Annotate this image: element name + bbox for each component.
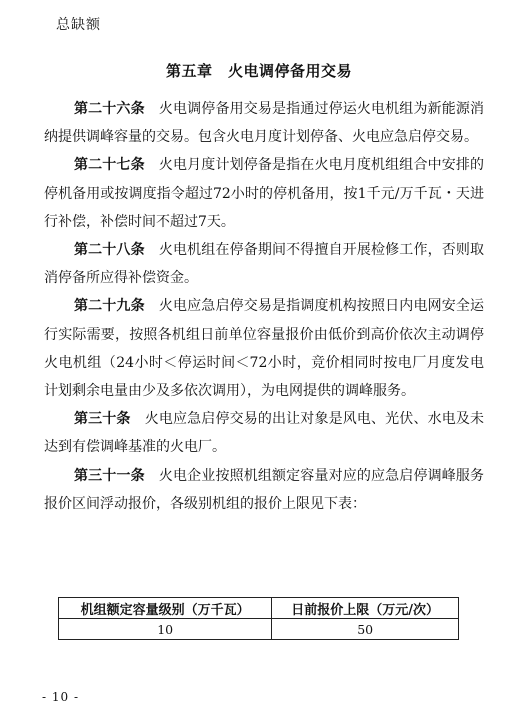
- article-29: [44, 292, 484, 405]
- table-cell-price-cap: 50: [272, 619, 459, 640]
- article-27: [44, 151, 484, 236]
- article-label: 第二十七条: [74, 157, 145, 174]
- article-text: 火电应急启停交易是指调度机构按照日内电网安全运行实际需要，按照各机组日前单位容量报价由低价到高价依次主动调停火电机组（24小时＜停运时间＜72小时，竞价相同时按电厂月度发电计划剩余电量由少及多依次调用），为电网提供的调峰服务。: [44, 298, 485, 400]
- article-text: 火电机组在停备期间不得擅自开展检修工作，否则取消停备所应得补偿资金。: [44, 242, 485, 287]
- article-28: [44, 236, 484, 292]
- article-label: 第二十九条: [74, 298, 145, 315]
- articles-body: [44, 95, 484, 518]
- page-number: - 10 -: [42, 690, 80, 704]
- article-text: 火电企业按照机组额定容量对应的应急启停调峰服务报价区间浮动报价，各级别机组的报价上限见下表：: [44, 467, 485, 512]
- chapter-title: 第五章 火电调停备用交易: [165, 62, 352, 80]
- column-header-capacity: 机组额定容量级别（万千瓦）: [59, 598, 272, 619]
- table-row: [59, 619, 459, 640]
- column-header-price-cap: 日前报价上限（万元/次）: [272, 598, 459, 619]
- article-label: 第三十一条: [74, 467, 145, 484]
- bid-cap-table: [58, 597, 459, 640]
- carryover-text: 总缺额: [56, 17, 101, 33]
- article-text: 火电应急启停交易的出让对象是风电、光伏、水电及未达到有偿调峰基准的火电厂。: [44, 411, 485, 456]
- article-text: 火电调停备用交易是指通过停运火电机组为新能源消纳提供调峰容量的交易。包含火电月度计划停备、火电应急启停交易。: [44, 101, 485, 146]
- article-label: 第二十六条: [74, 101, 145, 117]
- table-cell-capacity: 10: [59, 619, 272, 640]
- article-30: [44, 405, 484, 461]
- article-26: [44, 95, 484, 151]
- article-label: 第三十条: [74, 411, 131, 428]
- article-text: 火电月度计划停备是指在火电月度机组组合中安排的停机备用或按调度指令超过72小时的停机备用，按1千元/万千瓦・天进行补偿，补偿时间不超过7天。: [44, 157, 485, 230]
- table-header-row: [59, 598, 459, 619]
- article-label: 第二十八条: [74, 242, 145, 259]
- article-31: [44, 462, 484, 518]
